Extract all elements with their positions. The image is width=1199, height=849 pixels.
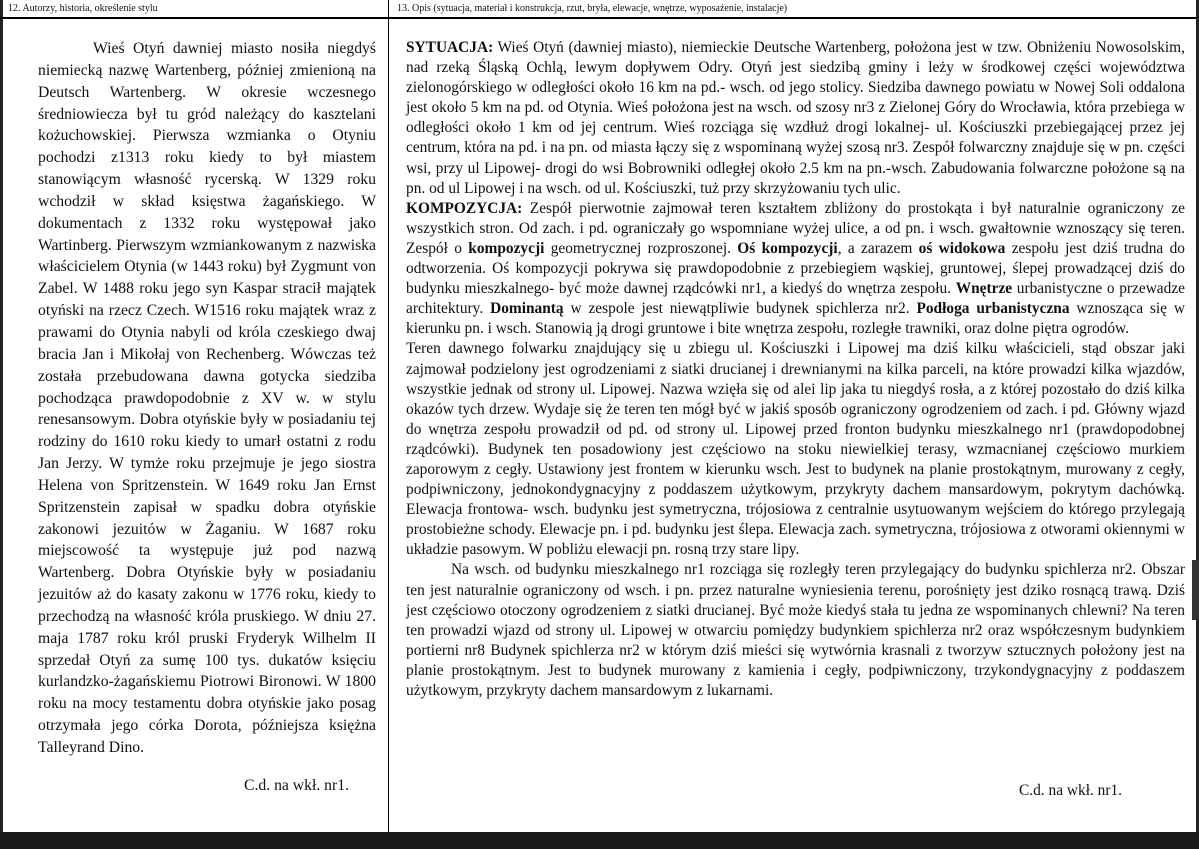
history-text <box>38 38 376 759</box>
composition-term-os-kompozycji: Oś kompozycji <box>737 239 838 257</box>
composition-term-kompozycji: kompozycji <box>468 239 545 257</box>
composition-term-dominanta: Dominantą <box>490 300 564 318</box>
situation-text: Wieś Otyń (dawniej miasto), niemieckie Deutsche Wartenberg, położona jest w tzw. Obniżeniu Nowosolskim, nad rzeką Śląską Ochlą, lewym dopływem Odry. Otyń jest siedzibą gminy i leży w środkowej części województwa zielonogórskiego w odległości około 16 km na pd.- wsch. od jego stolicy. Siedziba dawnego powiatu w Nowej Soli oddalona jest około 5 km na pd. od Otynia. Wieś położona jest na wsch. od szosy nr3 z Zielonej Góry do Wrocławia, która przebiega w odległości około 1 km od jej centrum. Wieś rozciąga się wzdłuż drogi lokalnej- ul. Kościuszki przebiegającej przez jej centrum, która na pd. i na pn. od miasta łączy się z wspominaną wyżej szosą nr3. Zespół folwarczny znajduje się w pn. części wsi, przy ul Lipowej- drogi do wsi Bobrowniki odległej około 2.5 km na pn.-wsch. Zabudowania folwarczne położone są na pn. od ul Lipowej i na wsch. od ul. Kościuszki, tuż przy skrzyżowaniu tych ulic. <box>406 39 1185 197</box>
composition-text-3: , a zarazem <box>837 239 919 257</box>
composition-term-wnetrze: Wnętrze <box>955 280 1013 298</box>
composition-paragraph <box>406 199 1185 340</box>
composition-text-1: Zespół pierwotnie zajmował teren kształtem zbliżony do prostokąta i był naturalnie ograniczony ze wszystkich stron. Od zach. i pd. ograniczały go wspomniane wyżej ulice, a od pn. i wsch. gwałtownie wznoszący się teren. Zespół o <box>406 199 1185 257</box>
description-continuation-note: C.d. na wkł. nr1. <box>1019 782 1123 799</box>
composition-text-7: wznosząca się w kierunku pn. i wsch. Stanowią ją drogi gruntowe i bite wnętrza zespołu, rozległe trawniki, oraz dolne piętra ogrodów. <box>406 300 1185 338</box>
history-paragraph: Wieś Otyń dawniej miasto nosiła niegdyś niemiecką nazwę Wartenberg, później zmienioną na Deutsch Wartenberg. W okresie wczesnego średniowiecza był tu gród należący do kasztelani kożuchowskiej. Pierwsza wzmianka o Otyniu pochodzi z1313 roku kiedy to był miastem stanowiącym własność rycerską. W 1329 roku wchodził w skład księstwa żagańskiego. W dokumentach z 1332 roku występował jako Wartinberg. Pierwszym wzmiankowanym z nazwiska właścicielem Otynia (w 1443 roku) był Zygmunt von Zabel. W 1488 roku jego syn Kaspar stracił majątek otyński na rzecz Czech. W1516 roku majątek wraz z prawami do Otynia nabyli od króla czeskiego dwaj bracia Jan i Mikołaj von Rechenberg. Wówczas też została przebudowana dawna gotycka siedziba pochodząca prawdopodobnie z XV w. w stylu renesansowym. Dobra otyńskie były w posiadaniu tej rodziny do 1610 roku kiedy to umarł ostatni z rodu Jan Jerzy. W tymże roku przejmuje je jego siostra Helena von Spritzenstein. W 1649 roku Jan Ernst Spritzenstein zapisał w spadku dobra otyńskie zakonowi jezuitów w Żaganiu. W 1687 roku miejscowość ta występuje już pod nazwą Wartenberg. Dobra Otyńskie były w posiadaniu jezuitów aż do kasaty zakonu w 1776 roku, kiedy to przechodzą na własność króla pruskiego. W dniu 27. maja 1787 roku król pruski Fryderyk Wilhelm II sprzedał Otyń za sumę 100 tys. dukatów księciu kurlandzko-żagańskiemu Piotrowi Bironowi. W 1800 roku na mocy testamentu dobra otyńskie jako posag otrzymała jego córka Dorota, późniejsza księżna Talleyrand Dino. <box>38 40 376 756</box>
description-column-header: 13. Opis (sytuacja, materiał i konstrukcja, rzut, bryła, elewacje, wnętrze, wyposażenie, instalacje) <box>389 0 1199 18</box>
history-column-header: 12. Autorzy, historia, określenie stylu <box>0 0 388 18</box>
composition-text-2: geometrycznej rozproszonej. <box>544 239 738 257</box>
composition-heading: KOMPOZYCJA: <box>406 199 523 217</box>
composition-term-os-widokowa: oś widokowa <box>918 239 1006 257</box>
granary-paragraph: Na wsch. od budynku mieszkalnego nr1 rozciąga się rozległy teren przylegający do budynku spichlerza nr2. Obszar ten jest naturalnie ograniczony od wsch. i pn. przez naturalne wyniesienia terenu, porośnięty jest dziko rosnącą trawą. Dziś jest częściowo otoczony ogrodzeniem z siatki drucianej. Być może kiedyś stała tu jedna ze wspominanych chlewni? Na teren ten prowadzi wjazd od strony ul. Lipowej w otwarciu pomiędzy budynkiem spichlerza nr2 oraz współczesnym budynkiem portierni nr8 Budynek spichlerza nr2 w którym dziś mieści się wytwórnia krasnali z tworzyw sztucznych położony jest na planie prostokątnym. Jest to budynek murowany z kamienia i cegły, podpiwniczony, trzykondygnacyjny z poddaszem użytkowym, przykryty dachem mansardowym z lukarnami. <box>406 561 1185 699</box>
description-text <box>406 38 1185 701</box>
composition-text-4: zespołu jest dziś trudna do odtworzenia. Oś kompozycji pokrywa się prawdopodobnie z przebiegiem wąskiej, gruntowej, ślepej prowadzącej dziś do budynku mieszkalnego- być może dawnej rządcówki nr1, a kiedyś do wnętrza zespołu. <box>406 239 1185 298</box>
grounds-paragraph: Teren dawnego folwarku znajdujący się u zbiegu ul. Kościuszki i Lipowej ma dziś kilku właścicieli, stąd obszar jaki zajmował podzielony jest ogrodzeniami z siatki drucianej i drewnianymi na kilka parceli, na które prowadzi kilka wjazdów, wszystkie jednak od strony ul. Lipowej. Nazwa wzięła się od alei lip jaka tu niegdyś rosła, a z której pozostało do dziś kilka okazów tych drzew. Wydaje się że teren ten mógł być w jakiś sposób ograniczony ogrodzeniem od zach. i pd. Główny wjazd do wnętrza zespołu prowadził od pd. od strony ul. Lipowej przed fronton budynku mieszkalnego nr1 (prawdopodobnej rządcówki). Budynek ten posadowiony jest częściowo na stoku niewielkiej terasy, wzmacnianej częściowo murkiem zaporowym z cegły. Ustawiony jest frontem w kierunku wsch. Jest to budynek na planie prostokątnym, murowany z cegły, podpiwniczony, jednokondygnacyjny z poddaszem użytkowym, przykryty dachem mansardowym, pokrytym dachówką. Elewacja frontowa- wsch. budynku jest symetryczna, trójosiowa z centralnie usytuowanym wejściem do którego przylegają prostobieżne schody. Elewacje pn. i pd. budynku jest ślepa. Elewacja zach. symetryczna, trójosiowa z otworami okiennymi w układzie pasowym. W pobliżu elewacji pn. rosną trzy stare lipy. <box>406 340 1185 559</box>
description-column <box>389 0 1199 832</box>
history-continuation-note: C.d. na wkł. nr1. <box>244 777 350 794</box>
history-column <box>0 0 389 832</box>
composition-term-podloga: Podłoga urbanistyczna <box>916 300 1070 318</box>
composition-text-5: urbanistyczne o przewadze architektury. <box>406 280 1185 318</box>
composition-text-6: w zespole jest niewątpliwie budynek spichlerza nr2. <box>563 300 917 318</box>
situation-paragraph <box>406 38 1185 199</box>
situation-heading: SYTUACJA: <box>406 39 494 56</box>
bottom-scan-edge <box>0 832 1199 849</box>
